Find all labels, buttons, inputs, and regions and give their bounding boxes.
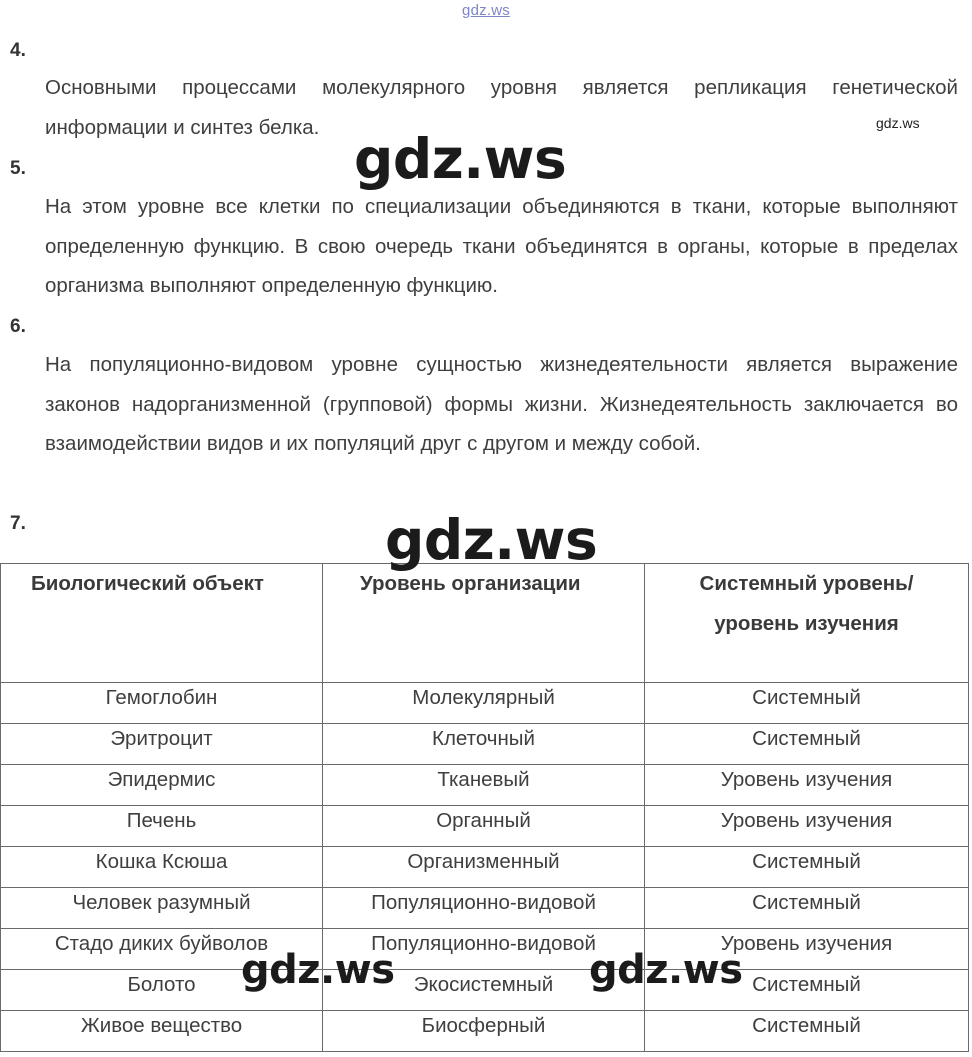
table-row xyxy=(1,806,969,847)
cell-level: Биосферный xyxy=(323,1011,645,1052)
cell-object: Болото xyxy=(1,970,323,1011)
cell-object: Гемоглобин xyxy=(1,683,323,724)
cell-level: Клеточный xyxy=(323,724,645,765)
cell-object: Эритроцит xyxy=(1,724,323,765)
cell-level: Экосистемный xyxy=(323,970,645,1011)
watermark-top: gdz.ws xyxy=(462,2,510,19)
item-text-4: Основными процессами молекулярного уровня является репликация генетической информации и синтез белка. xyxy=(45,76,958,139)
table-header-row xyxy=(1,564,969,683)
cell-system: Системный xyxy=(645,970,969,1011)
header-system-level-text: Системный уровень/уровень изучения xyxy=(699,572,914,635)
cell-object: Живое вещество xyxy=(1,1011,323,1052)
item-number-5: 5. xyxy=(10,158,26,179)
watermark-big-3: gdz.ws xyxy=(241,947,395,993)
cell-level: Тканевый xyxy=(323,765,645,806)
item-number-6: 6. xyxy=(10,316,26,337)
watermark-big-4: gdz.ws xyxy=(589,947,743,993)
cell-object: Человек разумный xyxy=(1,888,323,929)
cell-system: Системный xyxy=(645,724,969,765)
cell-system: Уровень изучения xyxy=(645,806,969,847)
table-row xyxy=(1,724,969,765)
cell-level: Организменный xyxy=(323,847,645,888)
header-system-level xyxy=(645,564,969,683)
cell-system: Уровень изучения xyxy=(645,929,969,970)
cell-object: Эпидермис xyxy=(1,765,323,806)
cell-system: Системный xyxy=(645,847,969,888)
cell-object: Печень xyxy=(1,806,323,847)
header-organization-level: Уровень организации xyxy=(323,564,645,683)
table-row xyxy=(1,1011,969,1052)
cell-level: Органный xyxy=(323,806,645,847)
watermark-small: gdz.ws xyxy=(876,115,920,131)
cell-system: Системный xyxy=(645,1011,969,1052)
item-number-7: 7. xyxy=(10,513,26,534)
item-text-6: На популяционно-видовом уровне сущностью жизнедеятельности является выражение законов надорганизменной (групповой) формы жизни. Жизнедеятельность заключается во взаимодействии видов и их популяций друг с другом и между собой. xyxy=(45,353,958,455)
cell-level: Молекулярный xyxy=(323,683,645,724)
watermark-big-2: gdz.ws xyxy=(385,508,598,572)
cell-object: Кошка Ксюша xyxy=(1,847,323,888)
table-row xyxy=(1,888,969,929)
cell-object: Стадо диких буйволов xyxy=(1,929,323,970)
header-biological-object: Биологический объект xyxy=(1,564,323,683)
item-text-5: На этом уровне все клетки по специализации объединяются в ткани, которые выполняют определенную функцию. В свою очередь ткани объединятся в органы, которые в пределах организма выполняют определенную функцию. xyxy=(45,195,958,297)
table-row xyxy=(1,929,969,970)
item-number-4: 4. xyxy=(10,40,26,61)
table-row xyxy=(1,765,969,806)
watermark-big-1: gdz.ws xyxy=(354,127,567,191)
table-row xyxy=(1,847,969,888)
cell-system: Системный xyxy=(645,888,969,929)
table-row xyxy=(1,970,969,1011)
cell-level: Популяционно-видовой xyxy=(323,929,645,970)
cell-system: Уровень изучения xyxy=(645,765,969,806)
cell-level: Популяционно-видовой xyxy=(323,888,645,929)
cell-system: Системный xyxy=(645,683,969,724)
table-row xyxy=(1,683,969,724)
biology-levels-table xyxy=(0,563,969,1052)
